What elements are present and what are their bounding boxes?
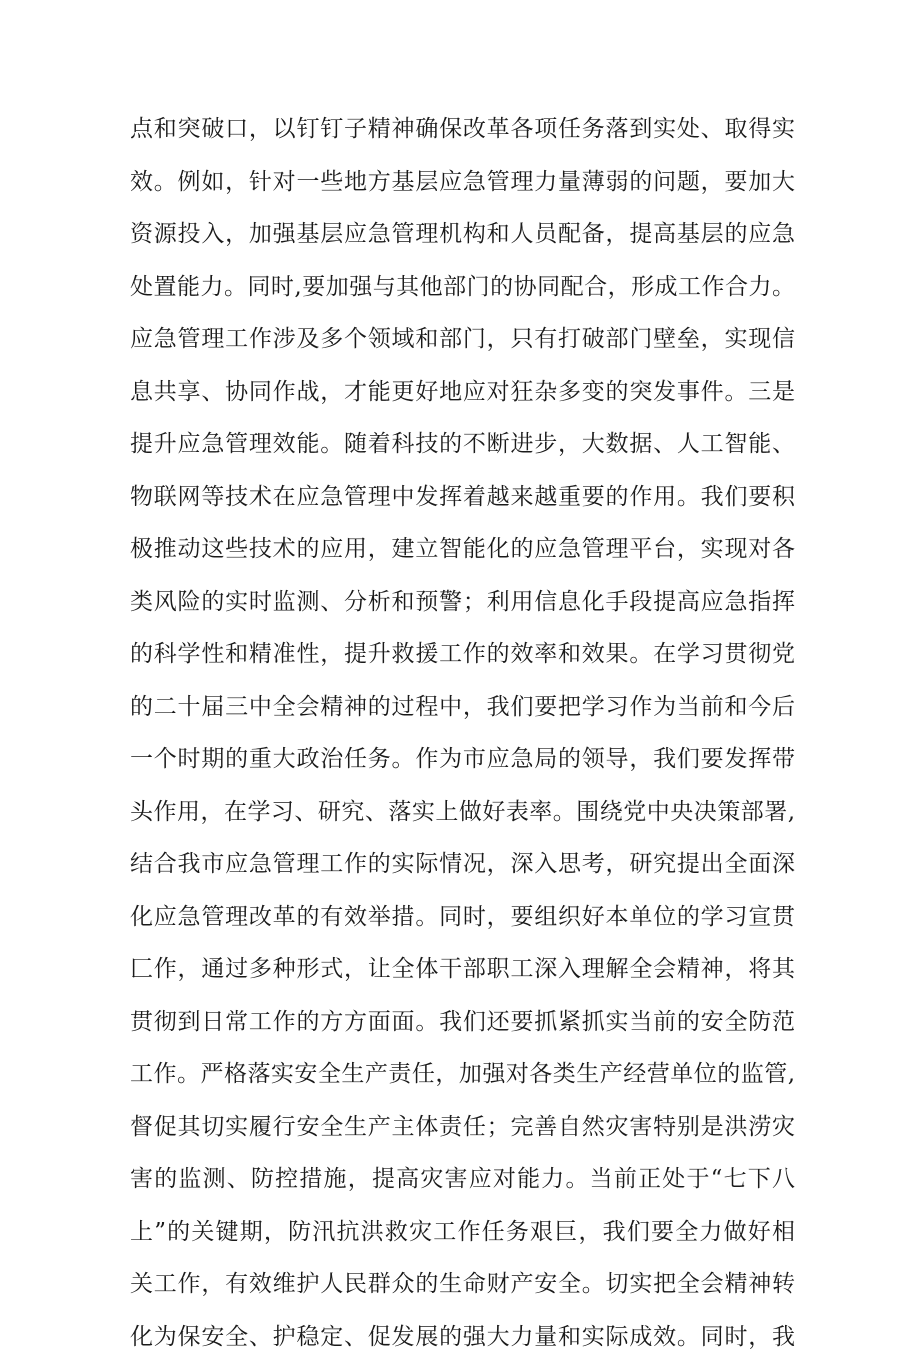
text-line: 的二十届三中全会精神的过程中，我们要把学习作为当前和今后	[130, 681, 795, 734]
text-line: 化为保安全、护稳定、促发展的强大力量和实际成效。同时，我	[130, 1311, 795, 1363]
text-line: 类风险的实时监测、分析和预警；利用信息化手段提高应急指挥	[130, 576, 795, 629]
text-line: 督促其切实履行安全生产主体责任；完善自然灾害特别是洪涝灾	[130, 1101, 795, 1154]
text-line: 物联网等技术在应急管理中发挥着越来越重要的作用。我们要积	[130, 471, 795, 524]
text-line: 效。例如，针对一些地方基层应急管理力量薄弱的问题，要加大	[130, 156, 795, 209]
text-line: 资源投入，加强基层应急管理机构和人员配备，提高基层的应急	[130, 208, 795, 261]
text-line: 头作用，在学习、研究、落实上做好表率。围绕党中央决策部署,	[130, 786, 795, 839]
text-line: 化应急管理改革的有效举措。同时，要组织好本单位的学习宣贯	[130, 891, 795, 944]
text-line: 结合我市应急管理工作的实际情况，深入思考，研究提出全面深	[130, 838, 795, 891]
text-line: 匚作，通过多种形式，让全体干部职工深入理解全会精神，将其	[130, 943, 795, 996]
text-line: 处置能力。同时,要加强与其他部门的协同配合，形成工作合力。	[130, 261, 795, 314]
text-line: 关工作，有效维护人民群众的生命财产安全。切实把全会精神转	[130, 1258, 795, 1311]
text-line: 应急管理工作涉及多个领域和部门，只有打破部门壁垒，实现信	[130, 313, 795, 366]
text-line: 点和突破口，以钉钉子精神确保改革各项任务落到实处、取得实	[130, 103, 795, 156]
body-paragraph	[130, 103, 795, 1363]
text-line: 一个时期的重大政治任务。作为市应急局的领导，我们要发挥带	[130, 733, 795, 786]
text-line: 上”的关键期，防汛抗洪救灾工作任务艰巨，我们要全力做好相	[130, 1206, 795, 1259]
text-line: 的科学性和精准性，提升救援工作的效率和效果。在学习贯彻党	[130, 628, 795, 681]
text-line: 贯彻到日常工作的方方面面。我们还要抓紧抓实当前的安全防范	[130, 996, 795, 1049]
text-line: 提升应急管理效能。随着科技的不断进步，大数据、人工智能、	[130, 418, 795, 471]
text-line: 工作。严格落实安全生产责任，加强对各类生产经营单位的监管,	[130, 1048, 795, 1101]
text-line: 息共享、协同作战，才能更好地应对狂杂多变的突发事件。三是	[130, 366, 795, 419]
text-line: 极推动这些技术的应用，建立智能化的应急管理平台，实现对各	[130, 523, 795, 576]
text-line: 害的监测、防控措施，提高灾害应对能力。当前正处于“七下八	[130, 1153, 795, 1206]
